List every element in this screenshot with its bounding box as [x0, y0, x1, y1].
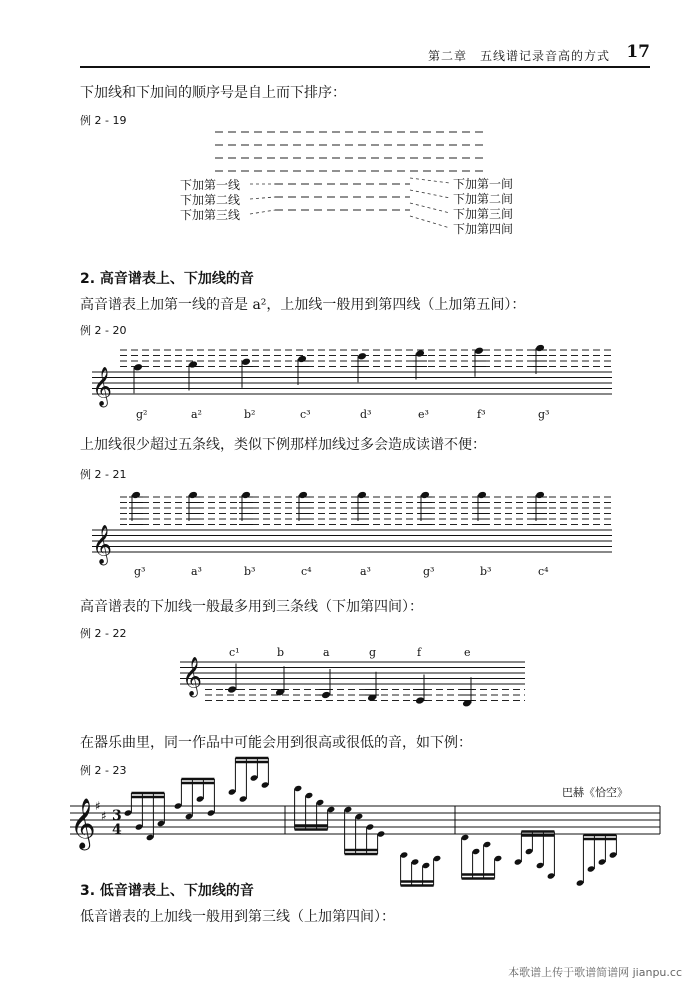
- treble-clef-icon: 𝄞: [92, 524, 113, 565]
- note-label: c¹: [229, 646, 240, 659]
- note-label: b³: [480, 565, 492, 578]
- example-2-20-label: 例 2 - 20: [80, 324, 127, 337]
- left-label-3: 下加第三线: [180, 208, 241, 222]
- time-signature: 4: [112, 822, 122, 838]
- para-bass-upper: 低音谱表的上加线一般用到第三线（上加第四间）：: [80, 909, 395, 925]
- page-number: 17: [626, 42, 650, 62]
- attribution: 巴赫《恰空》: [562, 786, 628, 799]
- note-label: c⁴: [538, 565, 549, 578]
- footer-watermark: 本歌谱上传于歌谱简谱网 jianpu.cc: [508, 966, 682, 979]
- section-2-heading: 2. 高音谱表上、下加线的音: [80, 271, 254, 287]
- note-label: d³: [360, 408, 372, 421]
- note-label: b: [277, 646, 285, 659]
- note-label: g²: [136, 408, 148, 421]
- sharp-sign: ♯: [95, 799, 101, 813]
- example-2-22-label: 例 2 - 22: [80, 627, 127, 640]
- note-label: e³: [418, 408, 429, 421]
- example-2-19-label: 例 2 - 19: [80, 114, 127, 127]
- left-label-1: 下加第一线: [180, 178, 241, 192]
- note-label: a²: [191, 408, 202, 421]
- right-label-2: 下加第二间: [453, 192, 514, 206]
- note-label: b³: [244, 565, 256, 578]
- right-label-3: 下加第三间: [453, 207, 514, 221]
- note-label: g³: [423, 565, 435, 578]
- treble-clef-icon: 𝄞: [182, 656, 203, 697]
- left-label-2: 下加第二线: [180, 193, 241, 207]
- note-label: a: [323, 646, 330, 659]
- para-ledger-order: 下加线和下加间的顺序号是自上而下排序：: [80, 85, 346, 101]
- time-signature: 3: [112, 808, 122, 824]
- note-label: e: [464, 646, 471, 659]
- right-label-1: 下加第一间: [453, 177, 514, 191]
- note-label: g³: [134, 565, 146, 578]
- example-2-21-label: 例 2 - 21: [80, 468, 127, 481]
- treble-clef-icon: 𝄞: [70, 799, 96, 850]
- para-treble-upper: 高音谱表上加第一线的音是 a²，上加线一般用到第四线（上加第五间）：: [80, 297, 526, 313]
- example-2-23-label: 例 2 - 23: [80, 764, 127, 777]
- note-label: f: [417, 646, 422, 659]
- note-label: a³: [360, 565, 371, 578]
- para-instrumental: 在器乐曲里，同一作品中可能会用到很高或很低的音，如下例：: [80, 735, 472, 751]
- right-label-4: 下加第四间: [453, 222, 514, 236]
- note-label: c⁴: [301, 565, 312, 578]
- note-label: g: [369, 646, 377, 659]
- sharp-sign: ♯: [101, 809, 107, 823]
- section-3-heading: 3. 低音谱表上、下加线的音: [80, 883, 254, 899]
- note-label: c³: [300, 408, 311, 421]
- chapter-title: 第二章 五线谱记录音高的方式: [427, 49, 610, 63]
- note-label: b²: [244, 408, 256, 421]
- note-label: a³: [191, 565, 202, 578]
- treble-clef-icon: 𝄞: [92, 366, 113, 407]
- para-treble-lower: 高音谱表的下加线一般最多用到三条线（下加第四间）：: [80, 599, 423, 615]
- note-label: g³: [538, 408, 550, 421]
- para-not-exceed: 上加线很少超过五条线，类似下例那样加线过多会造成读谱不便：: [80, 437, 486, 453]
- note-label: f³: [477, 408, 486, 421]
